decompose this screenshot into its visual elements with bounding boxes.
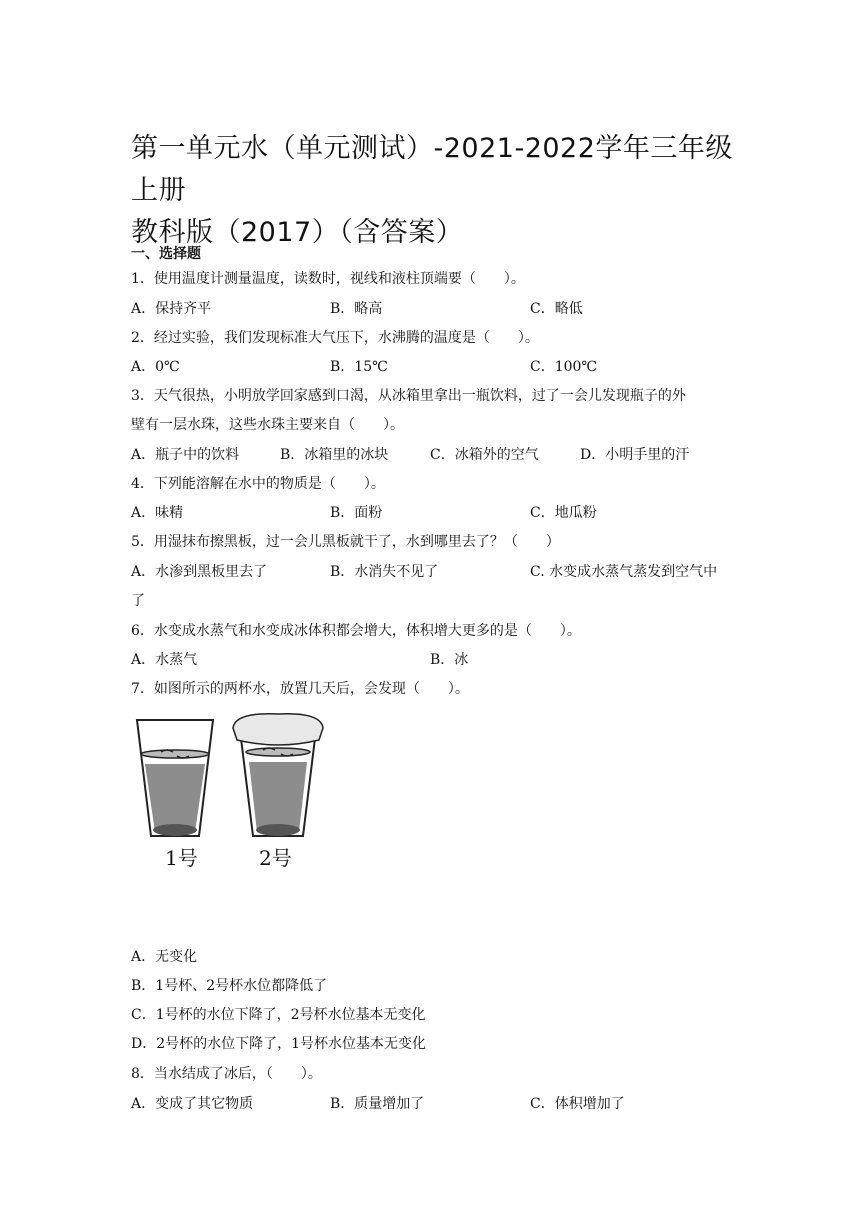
question-1-option-a: A．保持齐平 — [131, 301, 212, 317]
question-8-option-b: B．质量增加了 — [330, 1096, 425, 1112]
two-cups-figure — [131, 712, 341, 872]
question-1-option-b: B．略高 — [330, 301, 383, 317]
question-3-option-b: B．冰箱里的冰块 — [280, 447, 389, 463]
cup-2-label: 2号 — [259, 846, 292, 870]
question-7-option-d: D．2号杯的水位下降了，1号杯水位基本无变化 — [131, 1036, 427, 1052]
section-heading: 一、选择题 — [131, 246, 201, 262]
question-1-stem: 1．使用温度计测量温度，读数时，视线和液柱顶端要（ ）。 — [131, 271, 525, 287]
question-4-stem: 4．下列能溶解在水中的物质是（ ）。 — [131, 476, 385, 492]
cup-1-illustration — [137, 720, 213, 836]
question-7-option-a: A．无变化 — [131, 949, 198, 965]
question-4-option-c: C．地瓜粉 — [530, 505, 597, 521]
question-8-option-c: C．体积增加了 — [530, 1096, 625, 1112]
title-line-2: 教科版（2017）（含答案） — [131, 217, 464, 248]
question-5-option-c: C. 水变成水蒸气蒸发到空气中 — [530, 564, 718, 580]
question-8-stem: 8．当水结成了冰后，（ ）。 — [131, 1066, 322, 1082]
question-2-option-c: C．100℃ — [530, 359, 598, 375]
question-7-option-c: C．1号杯的水位下降了，2号杯水位基本无变化 — [131, 1007, 426, 1023]
question-2-option-b: B．15℃ — [330, 359, 388, 375]
question-3-option-a: A．瓶子中的饮料 — [131, 447, 240, 463]
question-5-option-c-continuation: 了 — [131, 593, 145, 609]
question-2-option-a: A．0℃ — [131, 359, 180, 375]
question-2-stem: 2．经过实验，我们发现标准大气压下，水沸腾的温度是（ ）。 — [131, 330, 539, 346]
question-1-option-c: C．略低 — [530, 301, 583, 317]
question-7-option-b: B．1号杯、2号杯水位都降低了 — [131, 978, 328, 994]
question-6-option-a: A．水蒸气 — [131, 652, 198, 668]
question-4-option-a: A．味精 — [131, 505, 184, 521]
question-5-option-a: A．水渗到黑板里去了 — [131, 564, 268, 580]
question-5-stem: 5．用湿抹布擦黑板，过一会儿黑板就干了，水到哪里去了？（ ） — [131, 534, 560, 550]
question-7-stem: 7．如图所示的两杯水，放置几天后，会发现（ ）。 — [131, 681, 469, 697]
question-6-option-b: B．冰 — [430, 652, 469, 668]
question-6-stem: 6．水变成水蒸气和水变成冰体积都会增大，体积增大更多的是（ ）。 — [131, 623, 581, 639]
question-3-stem-line-2: 壁有一层水珠，这些水珠主要来自（ ）。 — [131, 417, 404, 433]
question-8-option-a: A．变成了其它物质 — [131, 1096, 254, 1112]
question-3-option-c: C．冰箱外的空气 — [430, 447, 539, 463]
question-3-option-d: D．小明手里的汗 — [580, 447, 690, 463]
title-line-1: 第一单元水（单元测试）-2021-2022学年三年级上册 — [131, 133, 733, 206]
question-3-stem-line-1: 3．天气很热，小明放学回家感到口渴，从冰箱里拿出一瓶饮料，过了一会儿发现瓶子的外 — [131, 388, 686, 404]
cup-1-label: 1号 — [165, 846, 198, 870]
document-title — [131, 128, 751, 254]
question-5-option-b: B．水消失不见了 — [330, 564, 439, 580]
cup-2-illustration — [233, 714, 323, 836]
question-4-option-b: B．面粉 — [330, 505, 383, 521]
